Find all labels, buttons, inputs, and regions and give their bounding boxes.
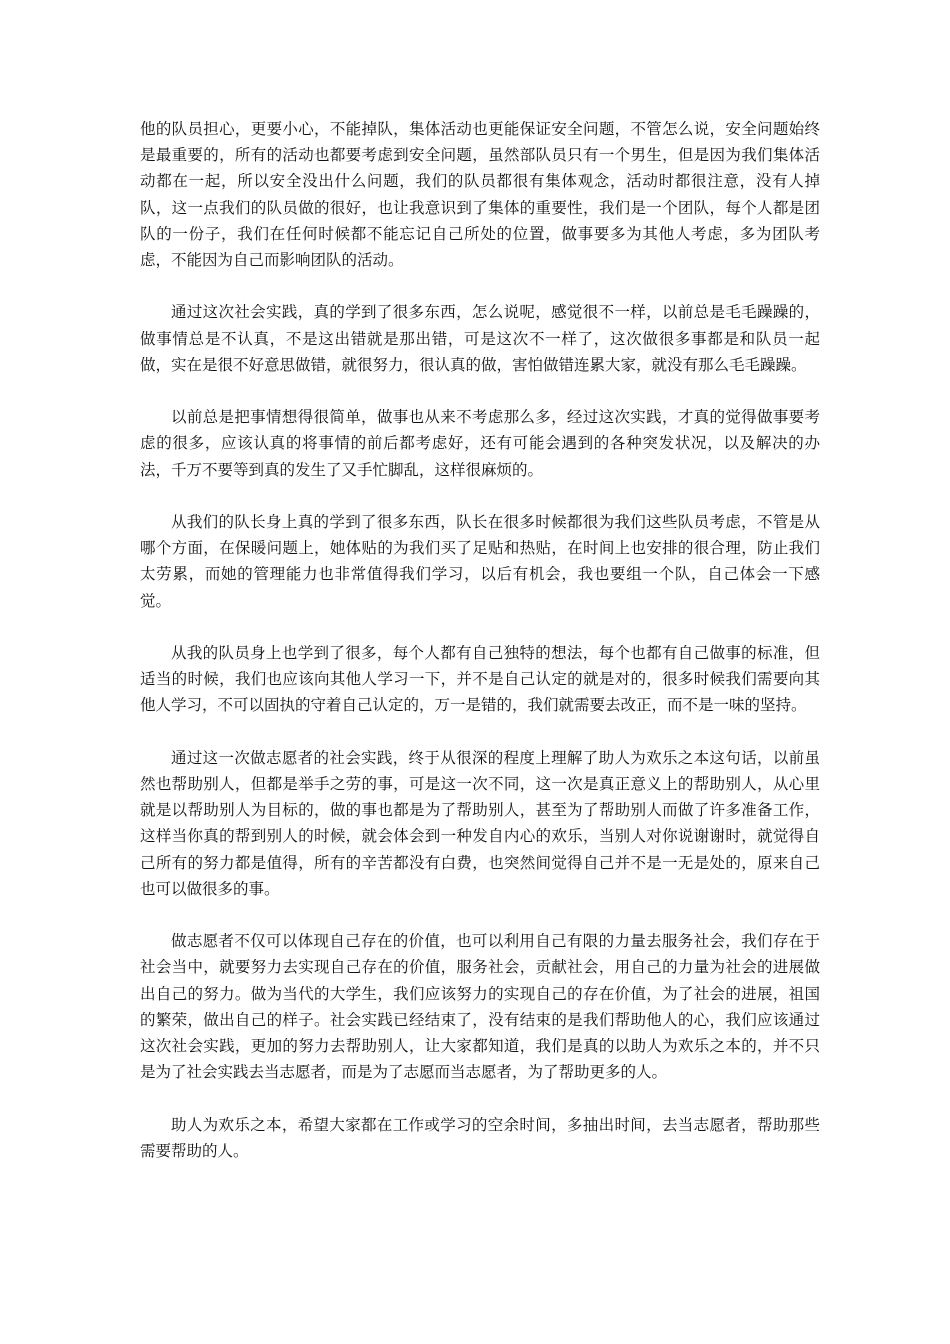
paragraph-1: 他的队员担心，更要小心，不能掉队，集体活动也更能保证安全问题，不管怎么说，安全问题始终是最重要的，所有的活动也都要考虑到安全问题，虽然部队员只有一个男生，但是因为我们集体活动都在一起，所以安全没出什么问题，我们的队员都很有集体观念，活动时都很注意，没有人掉队，这一点我们的队员做的很好，也让我意识到了集体的重要性，我们是一个团队，每个人都是团队的一份子，我们在任何时候都不能忘记自己所处的位置，做事要多为其他人考虑，多为团队考虑，不能因为自己而影响团队的活动。 [140,120,820,270]
paragraph-8: 助人为欢乐之本，希望大家都在工作或学习的空余时间，多抽出时间，去当志愿者，帮助那些需要帮助的人。 [140,1115,820,1160]
paragraph-3: 以前总是把事情想得很简单，做事也从来不考虑那么多，经过这次实践，才真的觉得做事要考虑的很多，应该认真的将事情的前后都考虑好，还有可能会遇到的各种突发状况，以及解决的办法，千万不要等到真的发生了又手忙脚乱，这样很麻烦的。 [140,408,820,479]
paragraph-7: 做志愿者不仅可以体现自己存在的价值，也可以利用自己有限的力量去服务社会，我们存在于社会当中，就要努力去实现自己存在的价值，服务社会，贡献社会，用自己的力量为社会的进展做出自己的努力。做为当代的大学生，我们应该努力的实现自己的存在价值，为了社会的进展，祖国的繁荣，做出自己的样子。社会实践已经结束了，没有结束的是我们帮助他人的心，我们应该通过这次社会实践，更加的努力去帮助别人，让大家都知道，我们是真的以助人为欢乐之本的，并不只是为了社会实践去当志愿者，而是为了志愿而当志愿者，为了帮助更多的人。 [140,932,820,1082]
paragraph-4: 从我们的队长身上真的学到了很多东西，队长在很多时候都很为我们这些队员考虑，不管是从哪个方面，在保暖问题上，她体贴的为我们买了足贴和热贴，在时间上也安排的很合理，防止我们太劳累，而她的管理能力也非常值得我们学习，以后有机会，我也要组一个队，自己体会一下感觉。 [140,513,820,610]
document-body [140,116,820,1190]
paragraph-5: 从我的队员身上也学到了很多，每个人都有自己独特的想法，每个也都有自己做事的标准，但适当的时候，我们也应该向其他人学习一下，并不是自己认定的就是对的，很多时候我们需要向其他人学习，不可以固执的守着自己认定的，万一是错的，我们就需要去改正，而不是一味的坚持。 [140,644,820,715]
paragraph-6: 通过这一次做志愿者的社会实践，终于从很深的程度上理解了助人为欢乐之本这句话，以前虽然也帮助别人，但都是举手之劳的事，可是这一次不同，这一次是真正意义上的帮助别人，从心里就是以帮助别人为目标的，做的事也都是为了帮助别人，甚至为了帮助别人而做了许多准备工作，这样当你真的帮到别人的时候，就会体会到一种发自内心的欢乐，当别人对你说谢谢时，就觉得自己所有的努力都是值得，所有的辛苦都没有白费，也突然间觉得自己并不是一无是处的，原来自己也可以做很多的事。 [140,748,820,898]
paragraph-2: 通过这次社会实践，真的学到了很多东西，怎么说呢，感觉很不一样，以前总是毛毛躁躁的，做事情总是不认真，不是这出错就是那出错，可是这次不一样了，这次做很多事都是和队员一起做，实在是很不好意思做错，就很努力，很认真的做，害怕做错连累大家，就没有那么毛毛躁躁。 [140,303,820,374]
